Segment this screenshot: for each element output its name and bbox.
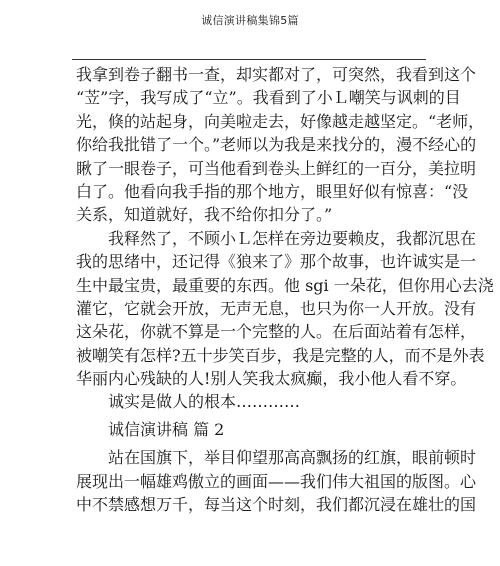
paragraph-2-line: 被嘲笑有怎样?五十步笑百步，我是完整的人，而不是外表 xyxy=(76,345,485,365)
paragraph-1-line: 光，倏的站起身，向美啦走去，好像越走越坚定。“老师， xyxy=(76,111,485,131)
paragraph-2-line: 我的思绪中，还记得《狼来了》那个故事，也许诚实是一 xyxy=(76,252,477,272)
paragraph-2-line: 这朵花，你就不算是一个完整的人。在后面站着有怎样， xyxy=(76,322,477,342)
paragraph-1-line: 我拿到卷子翻书一查，却实都对了，可突然，我看到这个 xyxy=(76,65,477,84)
paragraph-3-line: 展现出一幅雄鸡傲立的画面——我们伟大祖国的版图。心 xyxy=(76,471,477,491)
paragraph-1-line: 关系，知道就好，我不给你扣分了。” xyxy=(76,205,333,225)
paragraph-3-line: 中不禁感想万千，每当这个时刻，我们都沉浸在雄壮的国 xyxy=(76,495,477,515)
paragraph-1-line: 白了。他看向我手指的那个地方，眼里好似有惊喜：“没 xyxy=(76,181,469,201)
paragraph-2-line: 生中最宝贵，最重要的东西。他 sgi 一朵花，但你用心去浇 xyxy=(76,275,494,295)
paragraph-2-line: 华丽内心残缺的人!别人笑我太疯癫，我小他人看不穿。 xyxy=(76,369,467,389)
paragraph-1-line: 瞅了一眼卷子，可当他看到卷头上鲜红的一百分，美拉明 xyxy=(76,158,477,178)
paragraph-3-line: 站在国旗下，举目仰望那高高飘扬的红旗，眼前顿时 xyxy=(108,448,477,468)
page-header-title: 诚信演讲稿集锦5篇 xyxy=(201,14,299,27)
paragraph-1-line: 你给我批错了一个。”老师以为我是来找分的，漫不经心的 xyxy=(76,135,477,155)
paragraph-2-line: 我释然了，不顾小Ｌ怎样在旁边要赖皮，我都沉思在 xyxy=(108,228,477,248)
paragraph-1-line: “苙”字，我写成了“立”。我看到了小Ｌ嘲笑与讽刺的目 xyxy=(76,88,461,108)
document-body xyxy=(76,63,494,517)
closing-line: 诚实是做人的根本………… xyxy=(108,392,301,412)
paragraph-2-line: 灌它，它就会开放，无声无息，也只为你一人开放。没有 xyxy=(76,298,477,318)
section-title: 诚信演讲稿 篇 2 xyxy=(108,419,225,439)
header-divider xyxy=(72,59,426,60)
